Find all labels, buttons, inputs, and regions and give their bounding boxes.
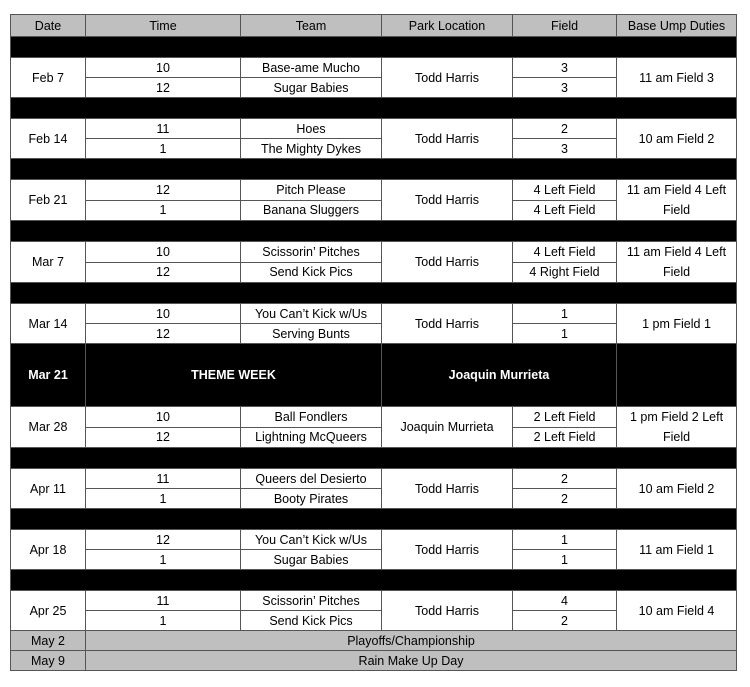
game-row bbox=[11, 180, 737, 201]
game-team: You Can’t Kick w/Us bbox=[241, 530, 382, 550]
extra-date: May 2 bbox=[11, 631, 86, 651]
game-field: 2 bbox=[513, 611, 617, 631]
game-row bbox=[11, 58, 737, 78]
extra-label: Rain Make Up Day bbox=[86, 651, 737, 671]
game-field: 1 bbox=[513, 530, 617, 550]
game-row bbox=[11, 530, 737, 550]
game-team: Send Kick Pics bbox=[241, 611, 382, 631]
game-time: 12 bbox=[86, 530, 241, 550]
game-team: Scissorin’ Pitches bbox=[241, 591, 382, 611]
header-date: Date bbox=[11, 15, 86, 37]
theme-week-row bbox=[11, 344, 737, 407]
header-row bbox=[11, 15, 737, 37]
theme-park: Joaquin Murrieta bbox=[382, 344, 617, 407]
separator-row bbox=[11, 159, 737, 180]
game-row bbox=[11, 119, 737, 139]
game-date: Feb 14 bbox=[11, 119, 86, 159]
game-date: Apr 18 bbox=[11, 530, 86, 570]
game-time: 1 bbox=[86, 139, 241, 159]
game-time: 11 bbox=[86, 591, 241, 611]
separator-row bbox=[11, 283, 737, 304]
game-time: 11 bbox=[86, 469, 241, 489]
ump-duty: 10 am Field 4 bbox=[617, 591, 737, 631]
separator-row bbox=[11, 98, 737, 119]
game-field: 2 Left Field bbox=[513, 407, 617, 428]
park-location: Todd Harris bbox=[382, 530, 513, 570]
game-field: 1 bbox=[513, 324, 617, 344]
theme-date: Mar 21 bbox=[11, 344, 86, 407]
game-team: Scissorin’ Pitches bbox=[241, 242, 382, 263]
game-time: 11 bbox=[86, 119, 241, 139]
extra-row bbox=[11, 631, 737, 651]
header-time: Time bbox=[86, 15, 241, 37]
separator-row bbox=[11, 570, 737, 591]
header-park: Park Location bbox=[382, 15, 513, 37]
game-field: 3 bbox=[513, 139, 617, 159]
separator-row bbox=[11, 448, 737, 469]
ump-duty: 11 am Field 4 Left Field bbox=[617, 180, 737, 221]
extra-date: May 9 bbox=[11, 651, 86, 671]
park-location: Joaquin Murrieta bbox=[382, 407, 513, 448]
game-team: Serving Bunts bbox=[241, 324, 382, 344]
header-field: Field bbox=[513, 15, 617, 37]
park-location: Todd Harris bbox=[382, 58, 513, 98]
park-location: Todd Harris bbox=[382, 591, 513, 631]
game-time: 12 bbox=[86, 324, 241, 344]
game-field: 2 bbox=[513, 489, 617, 509]
game-team: Ball Fondlers bbox=[241, 407, 382, 428]
game-row bbox=[11, 591, 737, 611]
ump-duty: 11 am Field 1 bbox=[617, 530, 737, 570]
game-field: 2 bbox=[513, 469, 617, 489]
game-date: Mar 28 bbox=[11, 407, 86, 448]
game-time: 12 bbox=[86, 427, 241, 448]
game-field: 2 bbox=[513, 119, 617, 139]
game-team: Banana Sluggers bbox=[241, 200, 382, 221]
extra-row bbox=[11, 651, 737, 671]
extra-label: Playoffs/Championship bbox=[86, 631, 737, 651]
game-time: 1 bbox=[86, 489, 241, 509]
game-field: 4 Left Field bbox=[513, 200, 617, 221]
header-ump: Base Ump Duties bbox=[617, 15, 737, 37]
game-team: Send Kick Pics bbox=[241, 262, 382, 283]
game-team: Booty Pirates bbox=[241, 489, 382, 509]
theme-blank bbox=[617, 344, 737, 407]
separator-row bbox=[11, 37, 737, 58]
game-row bbox=[11, 242, 737, 263]
game-team: The Mighty Dykes bbox=[241, 139, 382, 159]
game-field: 4 Right Field bbox=[513, 262, 617, 283]
game-time: 1 bbox=[86, 200, 241, 221]
ump-duty: 11 am Field 3 bbox=[617, 58, 737, 98]
separator-row bbox=[11, 509, 737, 530]
game-team: Sugar Babies bbox=[241, 550, 382, 570]
park-location: Todd Harris bbox=[382, 180, 513, 221]
game-team: Queers del Desierto bbox=[241, 469, 382, 489]
game-row bbox=[11, 304, 737, 324]
game-field: 4 bbox=[513, 591, 617, 611]
game-team: Pitch Please bbox=[241, 180, 382, 201]
schedule-table bbox=[10, 14, 737, 671]
park-location: Todd Harris bbox=[382, 469, 513, 509]
park-location: Todd Harris bbox=[382, 242, 513, 283]
game-time: 10 bbox=[86, 304, 241, 324]
game-team: Sugar Babies bbox=[241, 78, 382, 98]
game-time: 10 bbox=[86, 407, 241, 428]
ump-duty: 1 pm Field 2 Left Field bbox=[617, 407, 737, 448]
game-field: 3 bbox=[513, 58, 617, 78]
ump-duty: 1 pm Field 1 bbox=[617, 304, 737, 344]
ump-duty: 11 am Field 4 Left Field bbox=[617, 242, 737, 283]
game-row bbox=[11, 469, 737, 489]
header-team: Team bbox=[241, 15, 382, 37]
game-field: 2 Left Field bbox=[513, 427, 617, 448]
game-date: Apr 11 bbox=[11, 469, 86, 509]
game-time: 10 bbox=[86, 58, 241, 78]
game-time: 12 bbox=[86, 262, 241, 283]
game-team: Hoes bbox=[241, 119, 382, 139]
game-date: Apr 25 bbox=[11, 591, 86, 631]
game-team: You Can’t Kick w/Us bbox=[241, 304, 382, 324]
game-field: 4 Left Field bbox=[513, 180, 617, 201]
game-time: 1 bbox=[86, 550, 241, 570]
theme-label: THEME WEEK bbox=[86, 344, 382, 407]
game-field: 3 bbox=[513, 78, 617, 98]
park-location: Todd Harris bbox=[382, 304, 513, 344]
ump-duty: 10 am Field 2 bbox=[617, 119, 737, 159]
separator-row bbox=[11, 221, 737, 242]
game-team: Base-ame Mucho bbox=[241, 58, 382, 78]
game-time: 10 bbox=[86, 242, 241, 263]
game-time: 12 bbox=[86, 180, 241, 201]
park-location: Todd Harris bbox=[382, 119, 513, 159]
game-row bbox=[11, 407, 737, 428]
game-field: 1 bbox=[513, 304, 617, 324]
game-field: 1 bbox=[513, 550, 617, 570]
game-date: Feb 21 bbox=[11, 180, 86, 221]
game-time: 1 bbox=[86, 611, 241, 631]
game-date: Mar 14 bbox=[11, 304, 86, 344]
game-time: 12 bbox=[86, 78, 241, 98]
game-date: Mar 7 bbox=[11, 242, 86, 283]
ump-duty: 10 am Field 2 bbox=[617, 469, 737, 509]
game-date: Feb 7 bbox=[11, 58, 86, 98]
game-team: Lightning McQueers bbox=[241, 427, 382, 448]
game-field: 4 Left Field bbox=[513, 242, 617, 263]
